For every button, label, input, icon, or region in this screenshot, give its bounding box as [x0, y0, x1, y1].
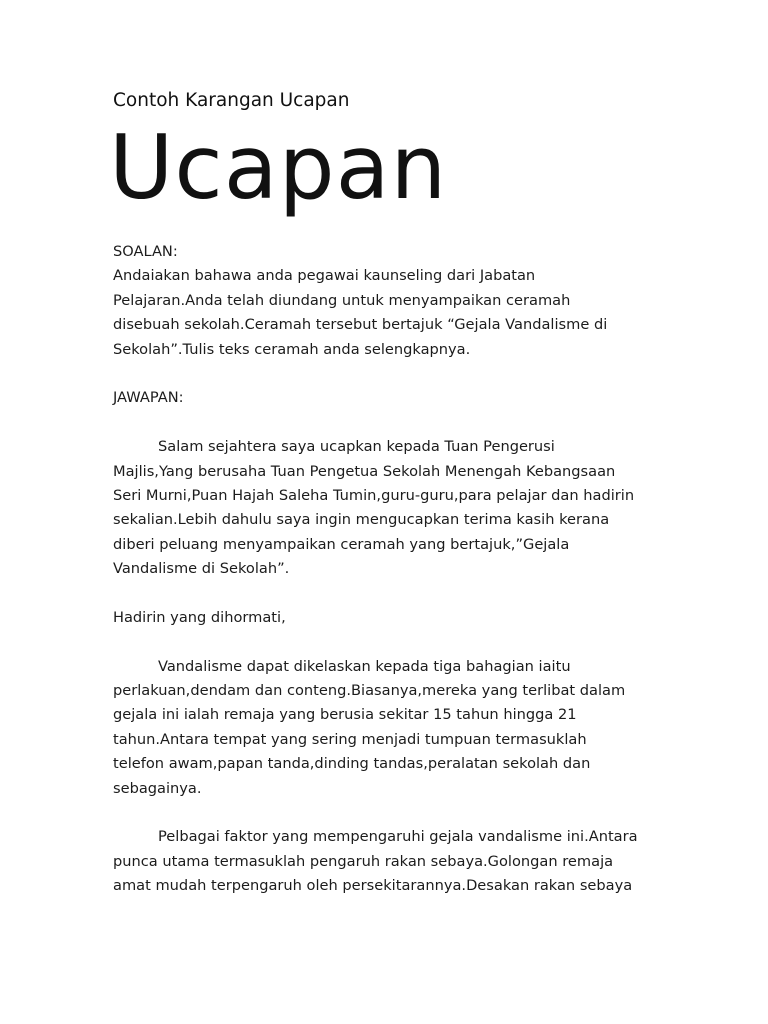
question-line: disebuah sekolah.Ceramah tersebut bertajuk “Gejala Vandalisme di — [113, 316, 608, 334]
paragraph-line: sebagainya. — [113, 779, 202, 797]
paragraph-line: Vandalisme dapat dikelaskan kepada tiga bahagian iaitu — [158, 657, 571, 675]
paragraph-line: gejala ini ialah remaja yang berusia sekitar 15 tahun hingga 21 — [113, 706, 577, 724]
blank-line — [113, 801, 673, 825]
answer-heading: JAWAPAN: — [113, 389, 184, 407]
vandalism-paragraph — [113, 655, 673, 801]
document-body — [113, 240, 673, 899]
question-line: Sekolah”.Tulis teks ceramah anda selengkapnya. — [113, 340, 471, 358]
greeting-paragraph — [113, 435, 673, 581]
paragraph-line: sekalian.Lebih dahulu saya ingin mengucapkan terima kasih kerana — [113, 511, 610, 529]
paragraph-line: Seri Murni,Puan Hajah Saleha Tumin,guru-guru,para pelajar dan hadirin — [113, 486, 635, 504]
salutation-line: Hadirin yang dihormati, — [113, 608, 286, 626]
blank-line — [113, 362, 673, 386]
paragraph-line: Majlis,Yang berusaha Tuan Pengetua Sekolah Menengah Kebangsaan — [113, 462, 616, 480]
document-title: Ucapan — [109, 116, 448, 219]
blank-line — [113, 630, 673, 654]
paragraph-line: amat mudah terpengaruh oleh persekitarannya.Desakan rakan sebaya — [113, 877, 633, 895]
factors-paragraph — [113, 825, 673, 898]
paragraph-line: punca utama termasuklah pengaruh rakan sebaya.Golongan remaja — [113, 852, 614, 870]
paragraph-line: Salam sejahtera saya ucapkan kepada Tuan Pengerusi — [158, 438, 555, 456]
paragraph-line: telefon awam,papan tanda,dinding tandas,peralatan sekolah dan — [113, 755, 591, 773]
question-section — [113, 240, 673, 362]
paragraph-line: diberi peluang menyampaikan ceramah yang bertajuk,”Gejala — [113, 535, 570, 553]
blank-line — [113, 581, 673, 605]
document-subtitle: Contoh Karangan Ucapan — [113, 90, 350, 111]
question-line: Andaiakan bahawa anda pegawai kaunseling dari Jabatan — [113, 267, 536, 285]
paragraph-line: Vandalisme di Sekolah”. — [113, 560, 290, 578]
paragraph-line: perlakuan,dendam dan conteng.Biasanya,mereka yang terlibat dalam — [113, 682, 626, 700]
question-heading: SOALAN: — [113, 243, 178, 260]
blank-line — [113, 411, 673, 435]
paragraph-line: Pelbagai faktor yang mempengaruhi gejala vandalisme ini.Antara — [158, 828, 638, 846]
question-line: Pelajaran.Anda telah diundang untuk menyampaikan ceramah — [113, 291, 571, 309]
paragraph-line: tahun.Antara tempat yang sering menjadi tumpuan termasuklah — [113, 730, 587, 748]
